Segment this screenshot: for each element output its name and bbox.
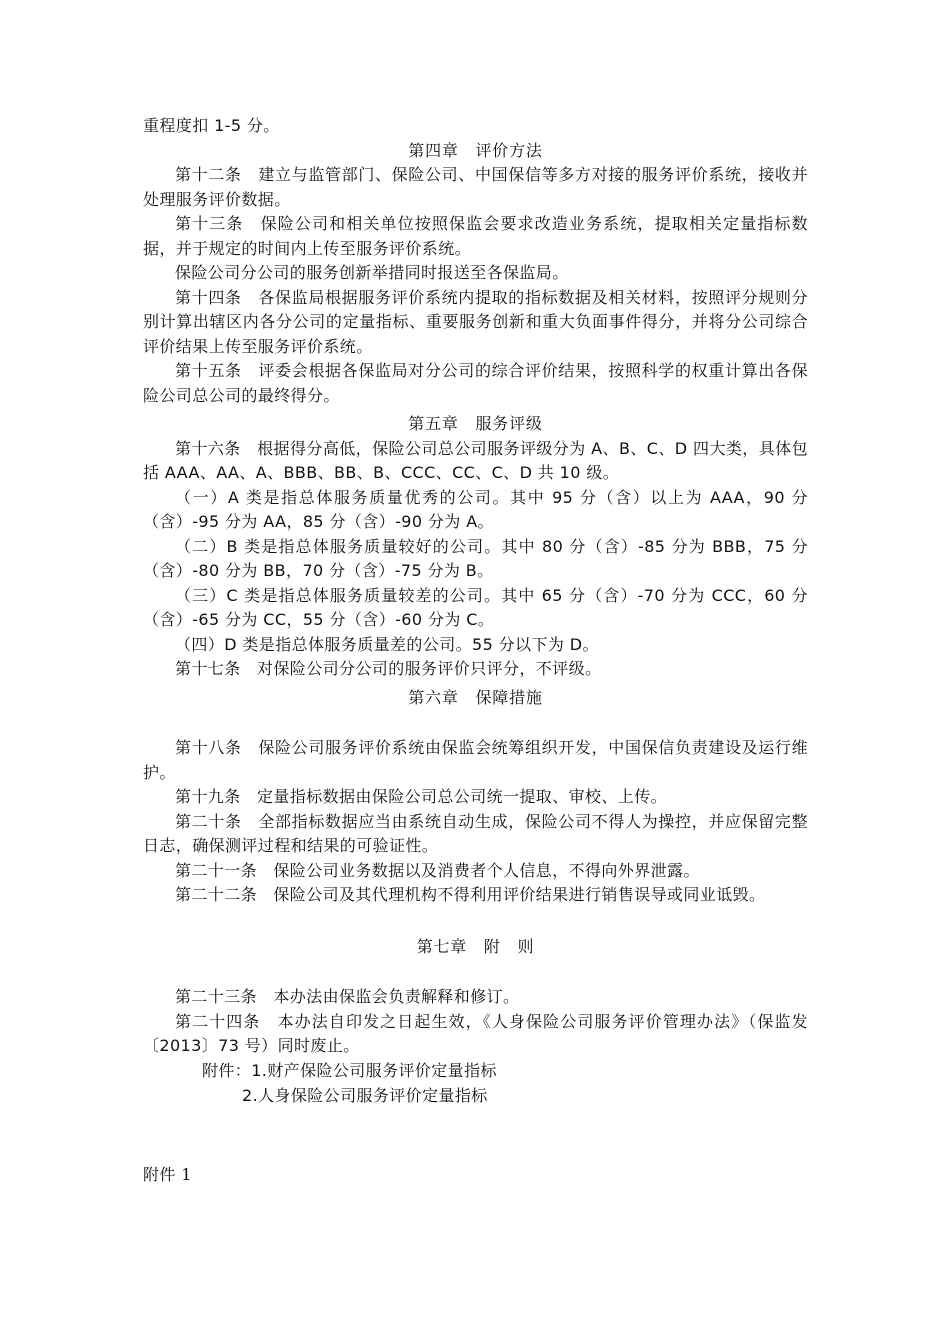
article-14: 第十四条 各保监局根据服务评价系统内提取的指标数据及相关材料，按照评分规则分别计算出辖区内各分公司的定量指标、重要服务创新和重大负面事件得分，并将分公司综合评价结果上传至服务评价系统。 bbox=[143, 287, 808, 356]
article-12: 第十二条 建立与监管部门、保险公司、中国保信等多方对接的服务评价系统，接收并处理服务评价数据。 bbox=[143, 165, 808, 209]
section-chapter7 bbox=[143, 985, 808, 1059]
article-24: 第二十四条 本办法自印发之日起生效，《人身保险公司服务评价管理办法》（保监发〔2013〕73 号）同时废止。 bbox=[143, 1011, 808, 1055]
article-23: 第二十三条 本办法由保监会负责解释和修订。 bbox=[175, 987, 520, 1006]
chapter7-title: 第七章 附 则 bbox=[416, 937, 535, 956]
rating-item-c: （三）C 类是指总体服务质量较差的公司。其中 65 分（含）-70 分为 CCC，60 分（含）-65 分为 CC，55 分（含）-60 分为 C。 bbox=[143, 585, 808, 629]
attachment-label: 附件 1 bbox=[143, 1165, 192, 1184]
rating-item-a: （一）A 类是指总体服务质量优秀的公司。其中 95 分（含）以上为 AAA，90 分（含）-95 分为 AA，85 分（含）-90 分为 A。 bbox=[143, 487, 808, 531]
chapter4-title: 第四章 评价方法 bbox=[408, 140, 543, 160]
article-20: 第二十条 全部指标数据应当由系统自动生成，保险公司不得人为操控，并应保留完整日志，确保测评过程和结果的可验证性。 bbox=[143, 811, 808, 855]
attachment-list bbox=[202, 1059, 802, 1108]
article-18: 第十八条 保险公司服务评价系统由保监会统筹组织开发，中国保信负责建设及运行维护。 bbox=[143, 738, 808, 782]
article-21: 第二十一条 保险公司业务数据以及消费者个人信息，不得向外界泄露。 bbox=[175, 860, 700, 880]
chapter6-title: 第六章 保障措施 bbox=[408, 688, 543, 707]
article-19: 第十九条 定量指标数据由保险公司总公司统一提取、审校、上传。 bbox=[175, 787, 668, 806]
rating-item-b: （二）B 类是指总体服务质量较好的公司。其中 80 分（含）-85 分为 BBB，75 分（含）-80 分为 BB，70 分（含）-75 分为 B。 bbox=[143, 536, 808, 580]
attachment-item-2: 2.人身保险公司服务评价定量指标 bbox=[242, 1085, 488, 1105]
rating-item-d: （四）D 类是指总体服务质量差的公司。55 分以下为 D。 bbox=[175, 634, 599, 654]
article-13-note: 保险公司分公司的服务创新举措同时报送至各保监局。 bbox=[175, 263, 569, 282]
attachment-item-1: 附件：1.财产保险公司服务评价定量指标 bbox=[202, 1061, 497, 1080]
section-chapter6 bbox=[143, 736, 808, 908]
article-16: 第十六条 根据得分高低，保险公司总公司服务评级分为 A、B、C、D 四大类，具体包括 AAA、AA、A、BBB、BB、B、CCC、CC、C、D 共 10 级。 bbox=[143, 438, 808, 482]
section-chapter5 bbox=[143, 412, 808, 682]
section-chapter4 bbox=[143, 114, 808, 408]
article-13: 第十三条 保险公司和相关单位按照保监会要求改造业务系统，提取相关定量指标数据，并于规定的时间内上传至服务评价系统。 bbox=[143, 214, 808, 258]
top-fragment: 重程度扣 1-5 分。 bbox=[143, 116, 280, 135]
article-15: 第十五条 评委会根据各保监局对分公司的综合评价结果，按照科学的权重计算出各保险公司总公司的最终得分。 bbox=[143, 361, 808, 405]
article-22: 第二十二条 保险公司及其代理机构不得利用评价结果进行销售误导或同业诋毁。 bbox=[175, 885, 766, 904]
article-17: 第十七条 对保险公司分公司的服务评价只评分，不评级。 bbox=[175, 659, 602, 678]
chapter5-title: 第五章 服务评级 bbox=[408, 414, 543, 433]
